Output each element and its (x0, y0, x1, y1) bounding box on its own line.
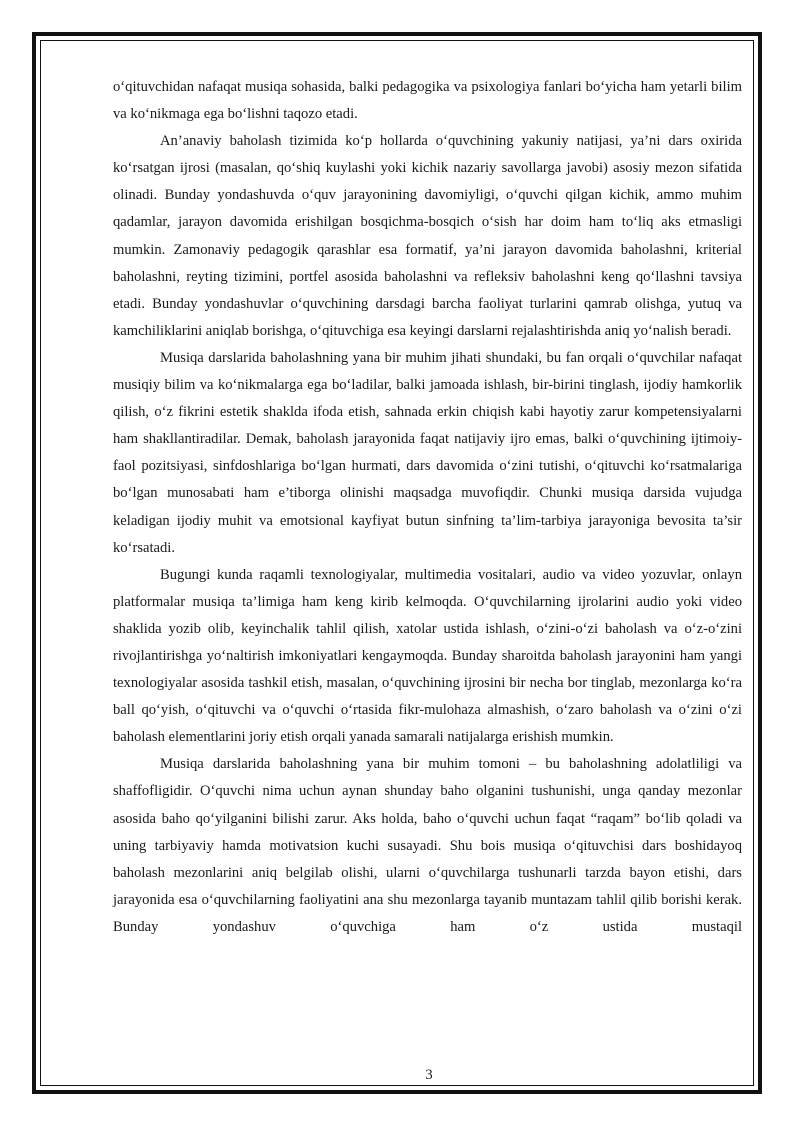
page-number: 3 (425, 1067, 433, 1083)
paragraph-fairness-transparency: Musiqa darslarida baholashning yana bir muhim tomoni – bu baholashning adolatliligi va shaffofligidir. O‘quvchi nima uchun aynan shunday baho olganini tushunishi, unga qanday mezonlar asosida baho qo‘yilganini bilishi zarur. Aks holda, baho o‘quvchi uchun faqat “raqam” bo‘lib qoladi va uning tarbiyaviy hamda motivatsion kuchi susayadi. Shu bois musiqa o‘qituvchisi dars boshidayoq baholash mezonlarini aniq belgilab olishi, ularni o‘quvchilarga tushunarli tarzda bayon etishi, dars jarayonida esa o‘quvchilarning faoliyatini ana shu mezonlarga tayanib muntazam tahlil qilib borishi kerak. Bunday yondashuv o‘quvchiga ham o‘z ustida mustaqil (113, 756, 742, 935)
paragraph-continuation: o‘qituvchidan nafaqat musiqa sohasida, balki pedagogika va psixologiya fanlari bo‘yicha ham yetarli bilim va ko‘nikmaga ega bo‘lishni taqozo etadi. (113, 79, 742, 123)
paragraph-traditional-assessment: An’anaviy baholash tizimida ko‘p hollarda o‘quvchining yakuniy natijasi, ya’ni dars oxirida ko‘rsatgan ijrosi (masalan, qo‘shiq kuylashi yoki kichik nazariy savollarga javobi) asosiy mezon sifatida olinadi. Bunday yondashuvda o‘quv jarayonining davomiyligi, o‘quvchi qilgan kichik, ammo muhim qadamlar, jarayon davomida erishilgan bosqichma-bosqich o‘sish har doim ham to‘liq aks etmasligi mumkin. Zamonaviy pedagogik qarashlar esa formatif, ya’ni jarayon davomida baholashni, kriterial baholashni, reyting tizimini, portfel asosida baholashni va refleksiv baholashni keng qo‘llashni tavsiya etadi. Bunday yondashuvlar o‘quvchining darsdagi barcha faoliyat turlarini qamrab olishga, yutuq va kamchiliklarini aniqlab borishga, o‘qituvchiga esa keyingi darslarni rejalashtirishda aniq yo‘nalish beradi. (113, 133, 742, 339)
paragraph-digital-technologies: Bugungi kunda raqamli texnologiyalar, multimedia vositalari, audio va video yozuvlar, onlayn platformalar musiqa ta’limiga ham keng kirib kelmoqda. O‘quvchilarning ijrolarini audio yoki video shaklida yozib olib, keyinchalik tahlil qilish, xatolar ustida ishlash, o‘zini-o‘zi baholash va o‘z-o‘zini rivojlantirishga yo‘naltirish imkoniyatlari kengaymoqda. Bunday sharoitda baholash jarayonini ham yangi texnologiyalar asosida tashkil etish, masalan, o‘quvchining ijrosini bir necha bor tinglab, mezonlarga ko‘ra ball qo‘yish, o‘qituvchi va o‘quvchi o‘rtasida fikr-mulohaza almashish, o‘zaro baholash va o‘zini o‘zi baholash elementlarini joriy etish orqali yanada samarali natijalarga erishish mumkin. (113, 566, 742, 746)
paragraph-music-lesson-assessment: Musiqa darslarida baholashning yana bir muhim jihati shundaki, bu fan orqali o‘quvchilar nafaqat musiqiy bilim va ko‘nikmalarga ega bo‘ladilar, balki jamoada ishlash, bir-birini tinglash, ijodiy hamkorlik qilish, o‘z fikrini estetik shaklda ifoda etish, sahnada erkin chiqish kabi hayotiy zarur kompetensiyalarni ham shakllantiradilar. Demak, baholash jarayonida faqat natijaviy ijro emas, balki o‘quvchining ijtimoiy-faol pozitsiyasi, sinfdoshlariga bo‘lgan hurmati, dars davomida o‘zini tutishi, o‘qituvchi ko‘rsatmalariga bo‘lgan munosabati ham e’tiborga olinishi maqsadga muvofiqdir. Chunki musiqa darsida vujudga keladigan ijodiy muhit va emotsional kayfiyat butun sinfning ta’lim-tarbiya jarayoniga bevosita ta’sir ko‘rsatadi. (113, 349, 742, 556)
document-body (113, 74, 742, 941)
